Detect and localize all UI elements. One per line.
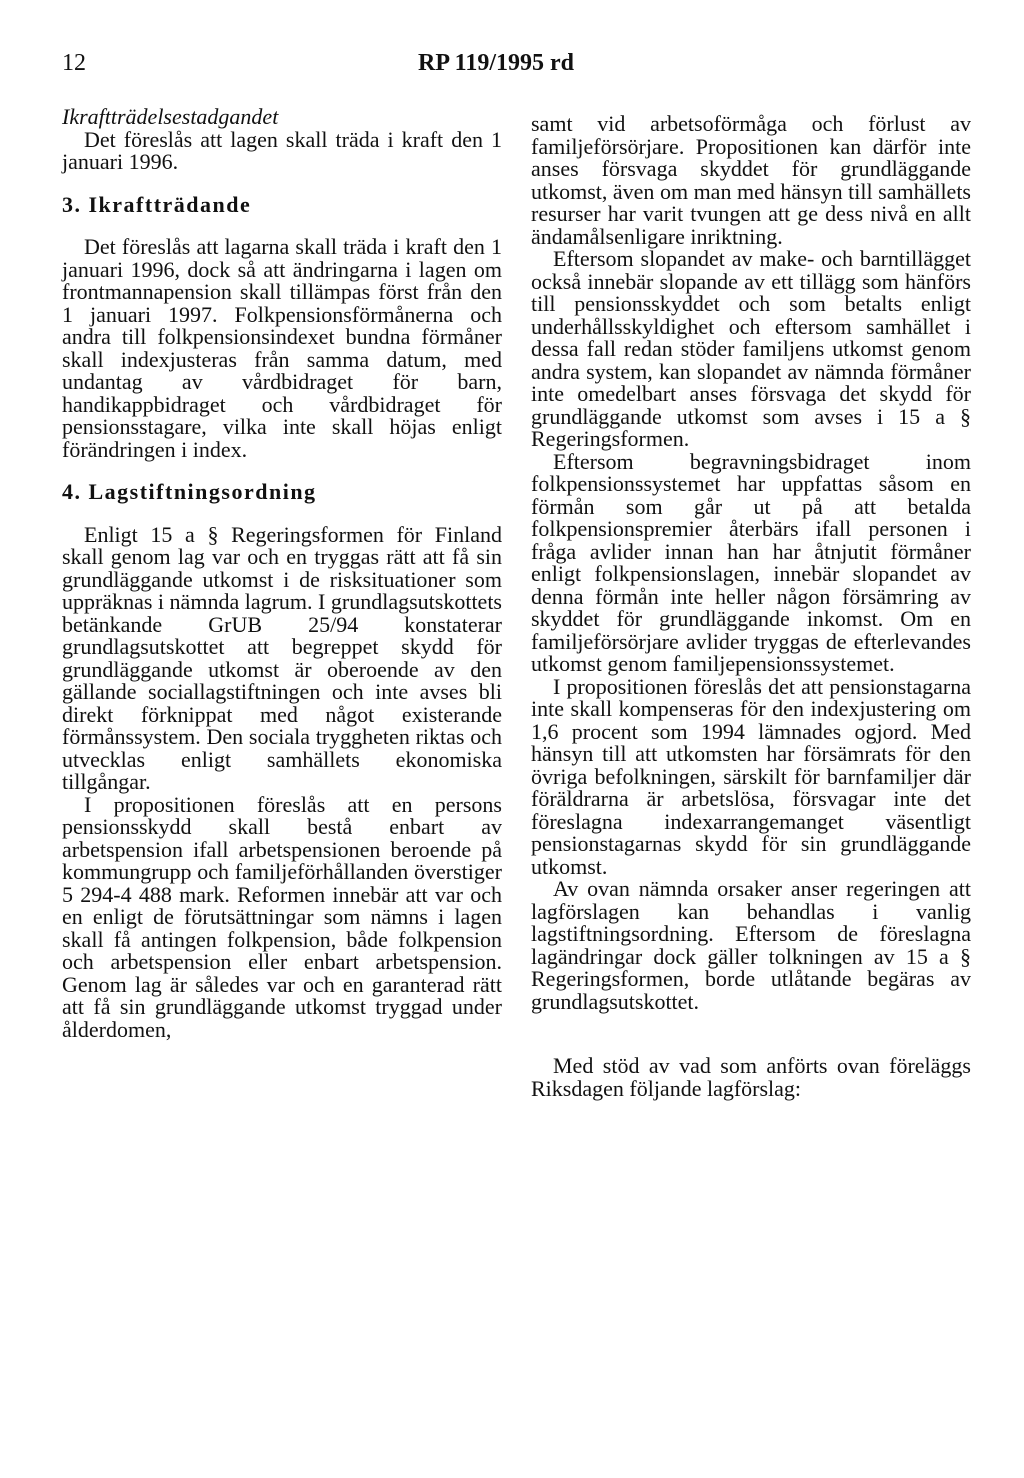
right-column [531,113,971,1100]
paragraph-begravningsbidrag: Eftersom begravningsbidraget inom folkpensionssystemet har uppfattas såsom en förmån som går ut på att betalda folkpensionspremier återbärs ifall personen i fråga avlider innan han har åtnjutit förmåner enligt folkpensionslagen, innebär slopandet av denna förmån inte heller någon försämring av skyddet för grundläggande inkomst. Om en familjeförsörjare avlider tryggas de efterlevandes utkomst genom familjepensionssystemet. [531,448,971,676]
paragraph-lagstiftning-2: I propositionen föreslås att en persons pensionsskydd skall bestå enbart av arbetspension ifall arbetspensionen beroende på kommungrupp och familjeförhållanden överstiger 5 294-4 488 mark. Reformen innebär att var och en enligt de förutsättningar som nämns i lagen skall få antingen folkpension, både folkpension och arbetspension eller enbart arbetspension. Genom lag är således var och en garanterad rätt att få sin grundläggande utkomst tryggad under ålderdomen, [62,791,502,1042]
left-column [62,106,502,1041]
paragraph-make-barntillagg: Eftersom slopandet av make- och barntillägget också innebär slopande av ett tillägg som hänförs till pensionsskyddet och som betalts enligt underhållsskyldighet och eftersom samhället i dessa fall redan stöder familjens utkomst genom andra system, kan slopandet av nämnda förmåner inte omedelbart anses försvaga det skydd för grundläggande utkomst som avses i 15 a § Regeringsformen. [531,246,971,451]
section-heading-3: 3. Ikraftträdande [62,191,252,217]
subheading-ikrafttradelsestadgandet: Ikraftträdelsestadgandet [62,104,279,129]
paragraph-ikrafttradande: Det föreslås att lagarna skall träda i kraft den 1 januari 1996, dock så att ändringarna i lagen om frontmannapension skall tillämpas först från den 1 januari 1997. Folkpensionsförmånerna och andra till folkpensionsindexet bundna förmåner skall indexjusteras från samma datum, med undantag av vårdbidraget för barn, handikappbidraget och vårdbidraget för pensionsstagare, vilka inte skall höjas enligt förändringen i index. [62,234,502,462]
paragraph-ikraft: Det föreslås att lagen skall träda i kraft den 1 januari 1996. [62,126,502,174]
paragraph-lagstiftningsordning: Av ovan nämnda orsaker anser regeringen att lagförslagen kan behandlas i vanlig lagstiftningsordning. Eftersom de föreslagna lagändringar dock gäller tolkningen av 15 a § Regeringsformen, borde utlåtande begäras av grundlagsutskottet. [531,876,971,1014]
paragraph-lagforslag: Med stöd av vad som anförts ovan föreläggs Riksdagen följande lagförslag: [531,1053,971,1101]
section-heading-4: 4. Lagstiftningsordning [62,479,317,504]
document-id: RP 119/1995 rd [418,50,575,76]
paragraph-indexjustering: I propositionen föreslås det att pensionstagarna inte skall kompenseras för den indexjustering om 1,6 procent som 1994 lämnades ogjord. Med hänsyn till att utkomsten har försämrats för den övriga befolkningen, särskilt för barnfamiljer där föräldrarna är arbetslösa, försvagar inte det föreslagna indexarrangemanget väsentligt pensionstagarnas skydd för sin grundläggande utkomst. [531,673,971,879]
paragraph-continuation: samt vid arbetsoförmåga och förlust av familjeförsörjare. Propositionen kan därför inte anses försvaga skyddet för grundläggande utkomst, även om man med hänsyn till samhällets resurser har varit tvungen att ge dess nivå en allt ändamålsenligare inriktning. [531,111,971,249]
paragraph-lagstiftning-1: Enligt 15 a § Regeringsformen för Finland skall genom lag var och en tryggas rätt att få sin grundläggande utkomst i de risksituationer som uppräknas i nämnda lagrum. I grundlagsutskottets betänkande GrUB 25/94 konstaterar grundlagsutskottet att begreppet skydd för grundläggande utkomst är oberoende av den gällande sociallagstiftningen och inte avses bli direkt förknippat med något existerande förmånssystem. Den sociala tryggheten riktas och utvecklas enligt samhällets ekonomiska tillgångar. [62,521,502,794]
page-number: 12 [62,50,86,76]
